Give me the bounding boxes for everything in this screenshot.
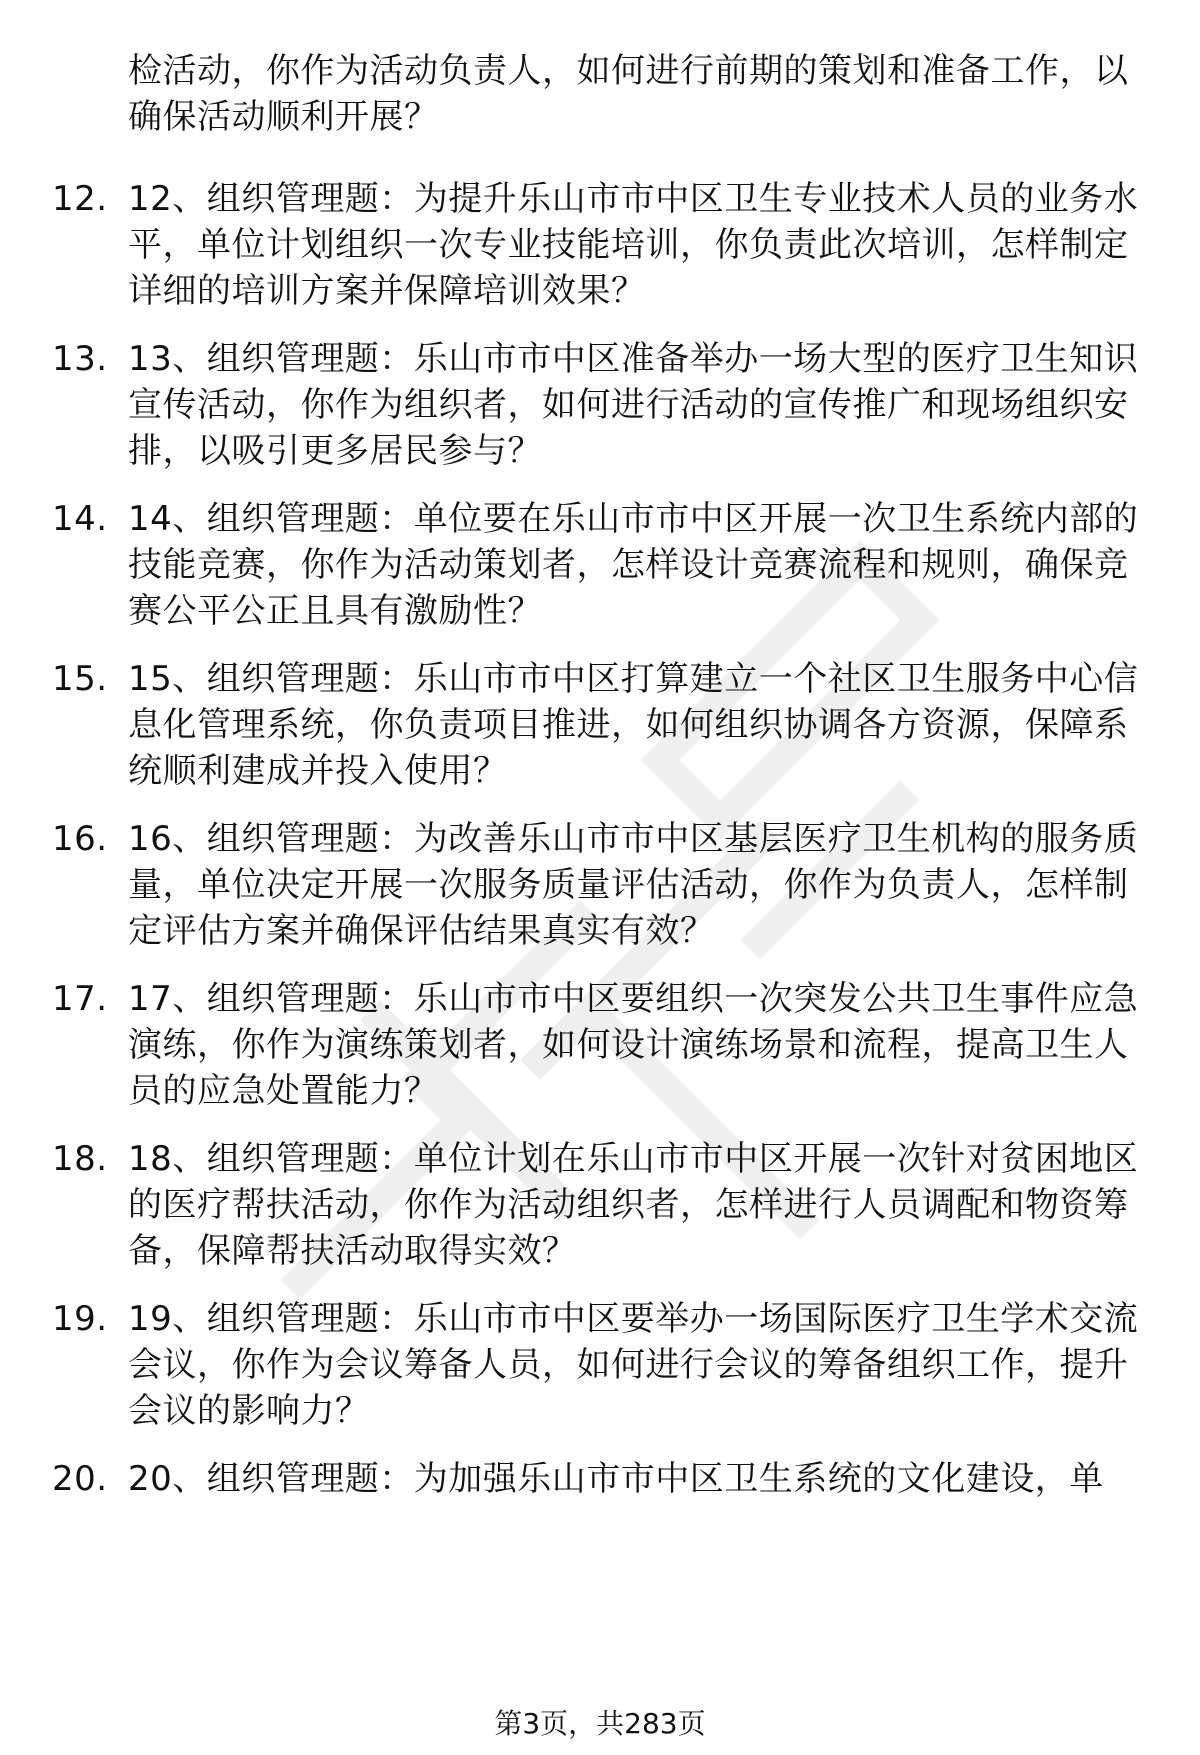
question-number: 16. (52, 819, 108, 859)
question-number: 13. (52, 339, 108, 379)
question-text: 16、组织管理题：为改善乐山市市中区基层医疗卫生机构的服务质量，单位决定开展一次服务质量评估活动，你作为负责人，怎样制定评估方案并确保评估结果真实有效？ (128, 819, 1139, 951)
question-text: 20、组织管理题：为加强乐山市市中区卫生系统的文化建设，单 (128, 1459, 1104, 1499)
question-number: 18. (52, 1139, 108, 1179)
question-number: 12. (52, 179, 108, 219)
question-number: 19. (52, 1299, 108, 1339)
continued-question-text: 检活动，你作为活动负责人，如何进行前期的策划和准备工作，以确保活动顺利开展？ (128, 51, 1129, 137)
question-text: 18、组织管理题：单位计划在乐山市市中区开展一次针对贫困地区的医疗帮扶活动，你作为活动组织者，怎样进行人员调配和物资筹备，保障帮扶活动取得实效？ (128, 1139, 1139, 1271)
page-footer: 第3页，共283页 (494, 1707, 706, 1740)
question-text: 13、组织管理题：乐山市市中区准备举办一场大型的医疗卫生知识宣传活动，你作为组织者，如何进行活动的宣传推广和现场组织安排，以吸引更多居民参与？ (128, 339, 1139, 471)
question-text: 15、组织管理题：乐山市市中区打算建立一个社区卫生服务中心信息化管理系统，你负责项目推进，如何组织协调各方资源，保障系统顺利建成并投入使用？ (128, 659, 1139, 791)
question-text: 12、组织管理题：为提升乐山市市中区卫生专业技术人员的业务水平，单位计划组织一次专业技能培训，你负责此次培训，怎样制定详细的培训方案并保障培训效果？ (128, 179, 1139, 311)
question-number: 20. (52, 1459, 108, 1499)
question-text: 17、组织管理题：乐山市市中区要组织一次突发公共卫生事件应急演练，你作为演练策划者，如何设计演练场景和流程，提高卫生人员的应急处置能力？ (128, 979, 1139, 1111)
question-text: 19、组织管理题：乐山市市中区要举办一场国际医疗卫生学术交流会议，你作为会议筹备人员，如何进行会议的筹备组织工作，提升会议的影响力？ (128, 1299, 1139, 1431)
question-text: 14、组织管理题：单位要在乐山市市中区开展一次卫生系统内部的技能竞赛，你作为活动策划者，怎样设计竞赛流程和规则，确保竞赛公平公正且具有激励性？ (128, 499, 1139, 631)
question-number: 17. (52, 979, 108, 1019)
question-number: 14. (52, 499, 108, 539)
question-number: 15. (52, 659, 108, 699)
